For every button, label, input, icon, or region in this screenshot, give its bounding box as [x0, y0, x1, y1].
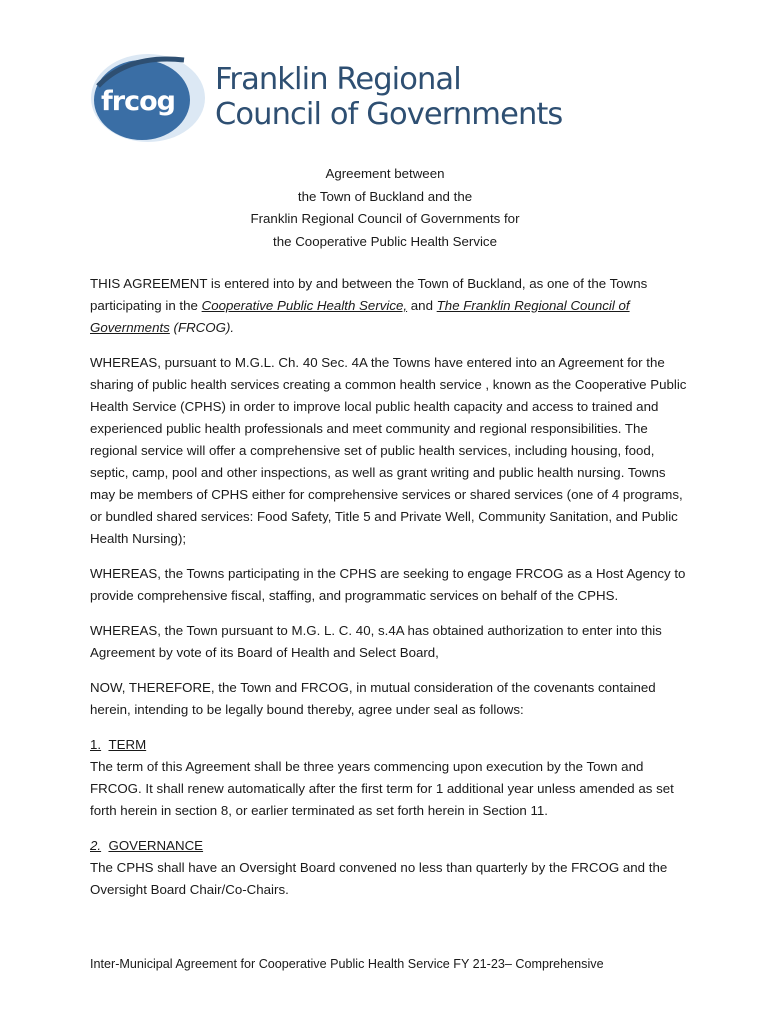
section-term-text: The term of this Agreement shall be three years commencing upon execution by the Town and FRCOG. It shall renew automatically after the first term for 1 additional year unless amended as set forth herein in section 8, or earlier terminated as set forth herein in Section 11. — [90, 759, 674, 818]
whereas-paragraph-2: WHEREAS, the Towns participating in the CPHS are seeking to engage FRCOG as a Host Agency to provide comprehensive fiscal, staffing, and programmatic services on behalf of the CPHS. — [90, 566, 686, 603]
section-governance-title: GOVERNANCE — [108, 838, 204, 853]
frcog-logo-mark — [88, 52, 206, 144]
section-governance-heading — [90, 835, 690, 857]
title-line-2: the Town of Buckland and the — [297, 188, 473, 204]
section-term-number: 1. — [90, 737, 102, 752]
cphs-link[interactable]: Cooperative Public Health Service, — [201, 298, 408, 313]
intro-paragraph — [90, 273, 690, 339]
frcog-link[interactable]: The Franklin Regional Council of Governments — [90, 298, 630, 335]
whereas-paragraph-3: WHEREAS, the Town pursuant to M.G. L. C. 40, s.4A has obtained authorization to enter into this Agreement by vote of its Board of Health and Select Board, — [90, 623, 662, 660]
title-line-3: Franklin Regional Council of Governments for — [250, 211, 520, 226]
whereas-paragraph-1: WHEREAS, pursuant to M.G.L. Ch. 40 Sec. 4A the Towns have entered into an Agreement for the sharing of public health services creating a common health service , known as the Cooperative Public Health Service (CPHS) in order to improve local public health capacity and access to trained and experienced public health professionals and meet community and regional responsibilities. The regional service will offer a comprehensive set of public health services, including housing, food, septic, camp, pool and other inspections, as well as grant writing and public health nursing. Towns may be members of CPHS either for comprehensive services or shared services (one of 4 programs, or bundled shared services: Food Safety, Title 5 and Private Well, Community Sanitation, and Public Health Nursing); — [90, 355, 687, 546]
page-footer: Inter-Municipal Agreement for Cooperative Public Health Service FY 21-23– Comprehensive — [90, 957, 604, 971]
title-line-4: the Cooperative Public Health Service — [273, 233, 497, 249]
frcog-logo — [88, 48, 563, 148]
logo-org-line2: Council of Governments — [215, 97, 563, 132]
now-therefore-paragraph: NOW, THEREFORE, the Town and FRCOG, in mutual consideration of the covenants contained herein, intending to be legally bound thereby, agree under seal as follows: — [90, 680, 656, 717]
section-term-title: TERM — [108, 737, 147, 752]
section-term-heading — [90, 734, 690, 756]
intro-text-1: THIS AGREEMENT is entered into by and between the Town of Buckland, as one of the Towns participating in the — [90, 276, 648, 313]
section-governance-number: 2. — [90, 838, 102, 853]
section-term — [90, 734, 690, 822]
intro-text-3: (FRCOG). — [169, 320, 235, 335]
section-governance-text: The CPHS shall have an Oversight Board convened no less than quarterly by the FRCOG and the Oversight Board Chair/Co-Chairs. — [90, 860, 668, 897]
intro-text-2: and — [407, 298, 437, 313]
logo-org-line1: Franklin Regional — [215, 62, 461, 97]
title-line-1: Agreement between — [325, 166, 445, 181]
section-governance — [90, 835, 690, 901]
logo-org-name — [215, 62, 562, 132]
svg-text:frcog: frcog — [101, 86, 175, 117]
agreement-title — [90, 163, 680, 253]
agreement-body — [90, 273, 690, 914]
